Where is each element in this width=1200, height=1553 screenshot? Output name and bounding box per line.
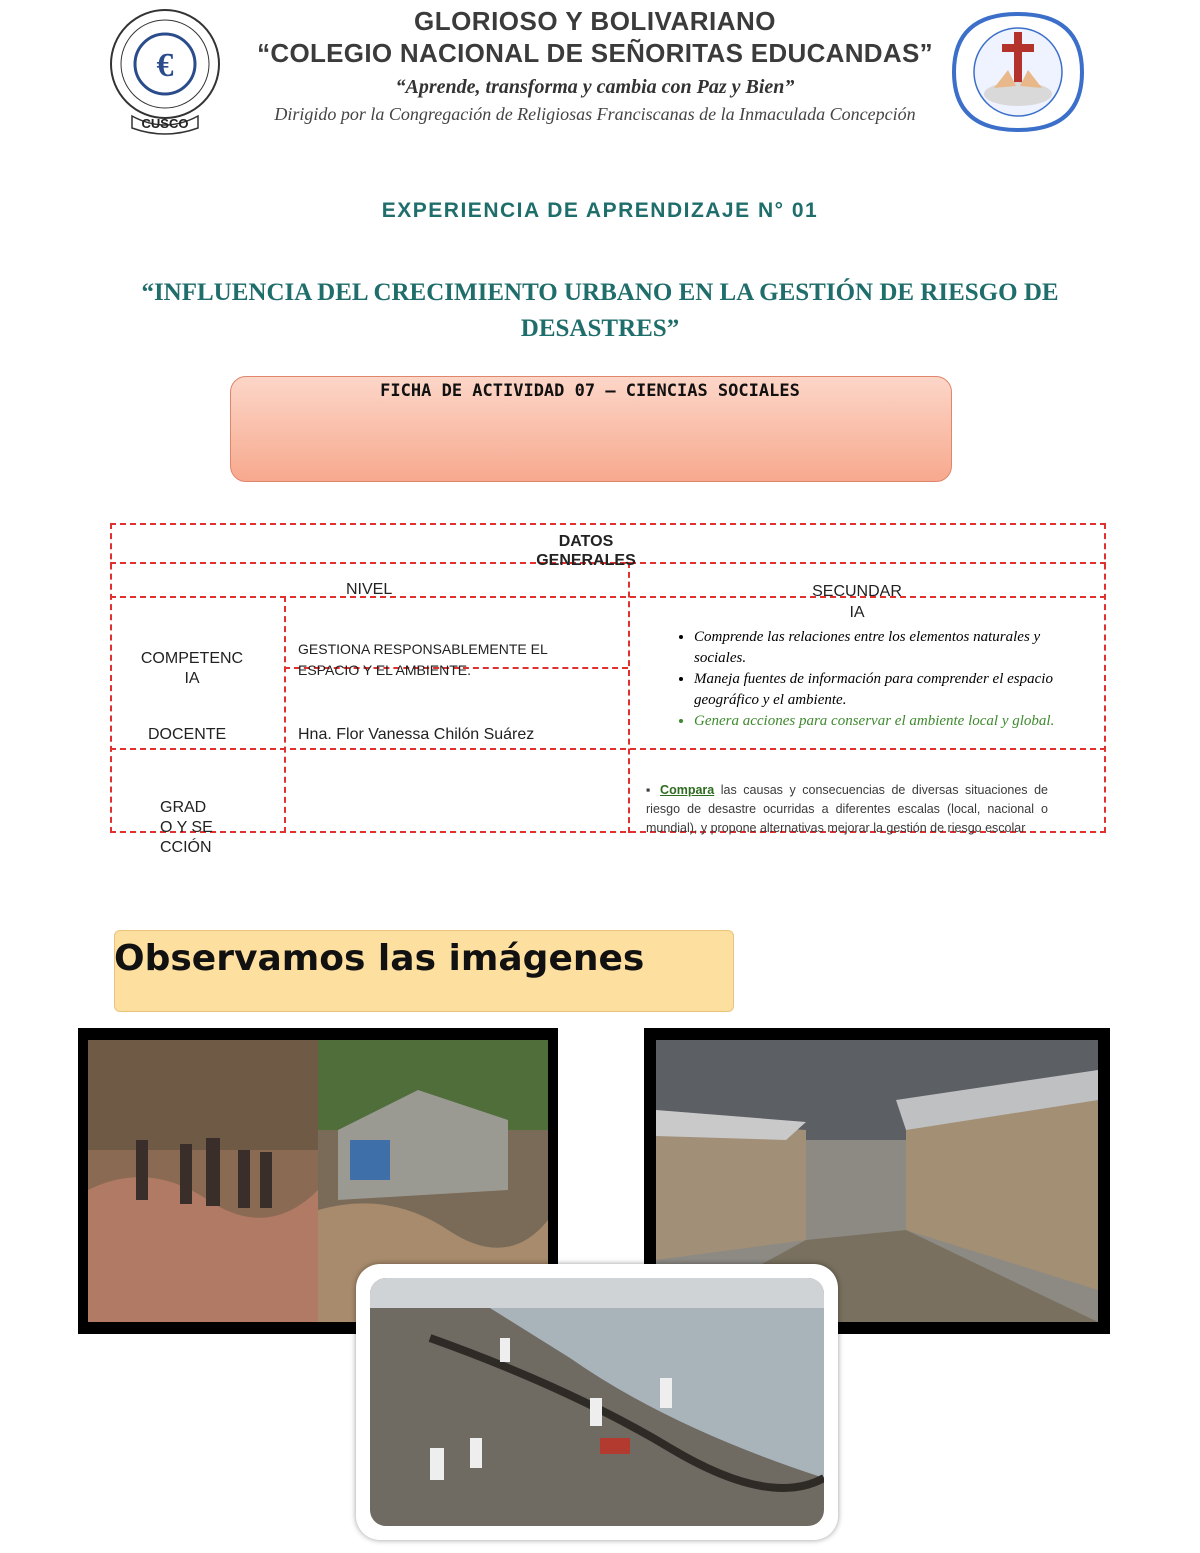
grado-label: GRADO Y SECCIÓN — [160, 799, 213, 856]
docente-label: DOCENTE — [148, 726, 227, 743]
desempeno-lead: Compara — [660, 783, 715, 797]
competencia-label: COMPETENCIA — [140, 650, 244, 687]
table-divider — [284, 596, 286, 833]
experience-title: EXPERIENCIA DE APRENDIZAJE N° 01 — [381, 199, 819, 222]
capacidad-item: • Maneja fuentes de información para comprender el espacio geográfico y el ambiente. — [694, 669, 1084, 711]
capacidad-item: • Comprende las relaciones entre los elementos naturales y sociales. — [694, 627, 1084, 669]
ficha-title: FICHA DE ACTIVIDAD 07 – CIENCIAS SOCIALES — [380, 381, 800, 401]
seal-cusco-label: CUSCO — [141, 116, 189, 131]
school-motto: “Aprende, transforma y cambia con Paz y Bien” — [395, 76, 795, 98]
nivel-value: SECUNDARIA — [812, 583, 902, 621]
school-name: “COLEGIO NACIONAL DE SEÑORITAS EDUCANDAS” — [257, 38, 933, 68]
competencia-value: GESTIONA RESPONSABLEMENTE EL ESPACIO Y EL AMBIENTE. — [298, 641, 548, 678]
main-title: “INFLUENCIA DEL CRECIMIENTO URBANO EN LA GESTIÓN DE RIESGO DE DESASTRES” — [141, 279, 1059, 342]
desempeno-text: ▪ Compara las causas y consecuencias de diversas situaciones de riesgo de desastre ocurridas a diferentes escalas (local, nacional o mundial), y propone alternativas mejorar la gestión de riesgo escolar — [646, 783, 1048, 835]
school-direction: Dirigido por la Congregación de Religiosas Franciscanas de la Inmaculada Concepción — [274, 104, 916, 124]
capacidades-list — [672, 627, 1084, 732]
nivel-label: NIVEL — [346, 581, 393, 598]
docente-value: Hna. Flor Vanessa Chilón Suárez — [298, 726, 535, 743]
photo-oilspill-frame — [356, 1264, 838, 1540]
desempeno-rest: las causas y consecuencias de diversas situaciones de riesgo de desastre ocurridas a diferentes escalas (local, nacional o mundial), y propone alternativas mejorar la gestión de riesgo escolar — [646, 783, 1048, 835]
capacidad-item: • Genera acciones para conservar el ambiente local y global. — [694, 711, 1084, 732]
school-line1: GLORIOSO Y BOLIVARIANO — [413, 6, 777, 36]
school-seal-right — [944, 8, 1092, 136]
table-divider — [110, 596, 1106, 598]
table-divider — [628, 562, 630, 833]
datos-heading: DATOS GENERALES — [536, 533, 636, 569]
svg-text:€: € — [156, 47, 174, 84]
photo-oilspill — [370, 1278, 824, 1526]
observamos-title: Observamos las imágenes — [114, 938, 645, 979]
table-divider — [110, 748, 1106, 750]
